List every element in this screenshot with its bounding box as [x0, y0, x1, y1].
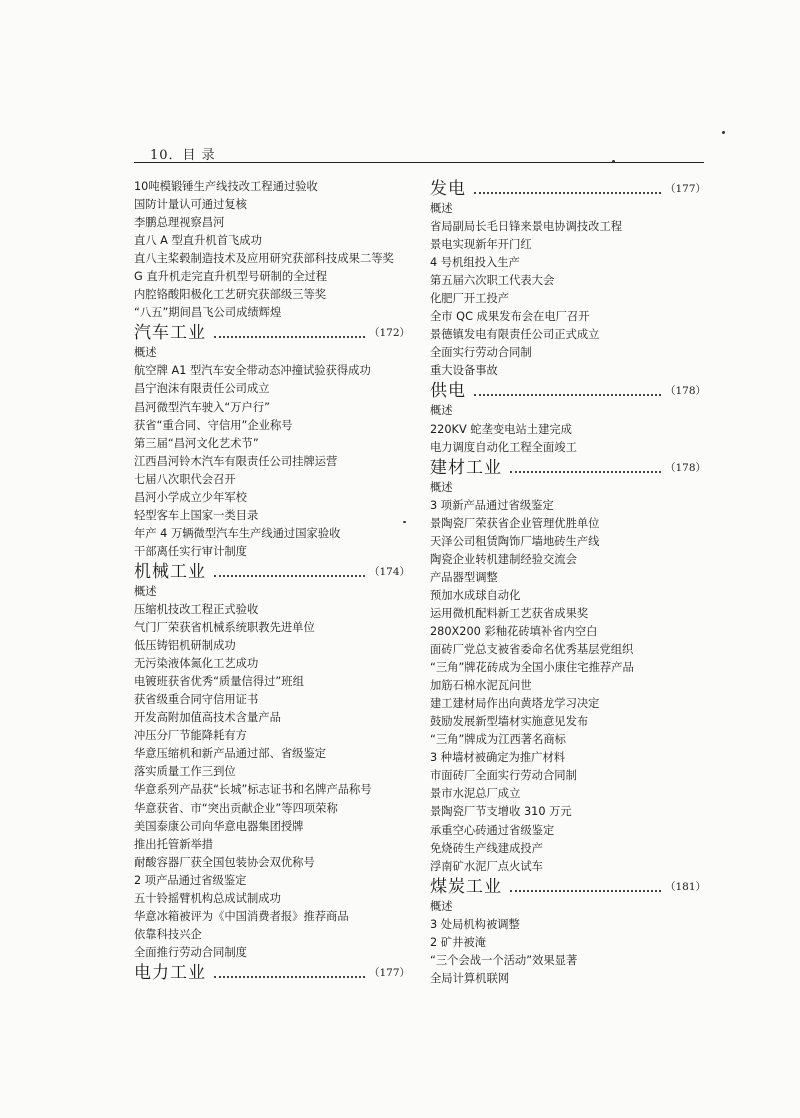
toc-entry: 陶瓷企业转机建制经验交流会 — [430, 552, 577, 566]
toc-entry: 概述 — [430, 899, 453, 913]
toc-entry: 概述 — [134, 346, 157, 360]
toc-entry: 江西昌河铃木汽车有限责任公司挂牌运营 — [134, 454, 338, 468]
toc-entry: 内腔铬酸阳极化工艺研究获部级三等奖 — [134, 288, 327, 302]
toc-entry: 低压铸铝机研制成功 — [134, 639, 236, 653]
toc-entry: 开发高附加值高技术含量产品 — [134, 711, 281, 725]
toc-entry: 华意压缩机和新产品通过部、省级鉴定 — [134, 747, 327, 761]
dot-leader — [474, 394, 661, 396]
toc-entry: 天泽公司租赁陶饰厂墙地砖生产线 — [430, 534, 600, 548]
section-title: 汽车工业 — [134, 323, 206, 344]
toc-entry: 景德镇发电有限责任公司正式成立 — [430, 328, 600, 342]
section-page-number: （181） — [664, 880, 706, 893]
toc-entry: 2 矿井被淹 — [430, 935, 486, 949]
toc-entry: 落实质量工作三到位 — [134, 765, 236, 779]
toc-section-heading — [430, 457, 706, 479]
toc-entry: 3 项新产品通过省级鉴定 — [430, 498, 554, 512]
section-page-number: （174） — [368, 565, 410, 578]
toc-entry: 全面推行劳动合同制度 — [134, 945, 247, 959]
section-page-number: （178） — [664, 461, 706, 474]
toc-entry: 运用微机配料新工艺获省成果奖 — [430, 606, 589, 620]
toc-entry: “三角”牌成为江西著名商标 — [430, 733, 566, 747]
page-number-label: 10．目 录 — [150, 148, 216, 163]
toc-entry: 10吨模锻锤生产线技改工程通过验收 — [134, 180, 318, 193]
toc-entry: 市面砖厂全面实行劳动合同制 — [430, 769, 577, 783]
toc-entry: 昌宁泡沫有限责任公司成立 — [134, 382, 270, 396]
dot-leader — [510, 471, 661, 473]
toc-entry: 七届八次职代会召开 — [134, 472, 236, 486]
scan-speck — [612, 160, 615, 163]
toc-right-column — [430, 178, 706, 988]
toc-entry: 轻型客车上国家一类目录 — [134, 508, 259, 522]
toc-entry: 耐酸容器厂获全国包装协会双优称号 — [134, 855, 315, 869]
toc-entry: 依靠科技兴企 — [134, 927, 202, 941]
section-title: 煤炭工业 — [430, 876, 502, 897]
toc-entry: 概述 — [430, 480, 453, 494]
toc-entry: 华意系列产品获“长城”标志证书和名牌产品称号 — [134, 783, 372, 797]
toc-entry: 景陶瓷厂荣获省企业管理优胜单位 — [430, 516, 600, 530]
toc-entry: 鼓励发展新型墙材实施意见发布 — [430, 715, 589, 729]
toc-entry: 280X200 彩釉花砖填补省内空白 — [430, 624, 598, 638]
toc-entry: 2 项产品通过省级鉴定 — [134, 873, 247, 887]
toc-entry: 冲压分厂节能降耗有方 — [134, 729, 247, 743]
toc-entry: 昌河小学成立少年军校 — [134, 490, 247, 504]
toc-entry: 获省“重合同、守信用”企业称号 — [134, 418, 293, 432]
toc-entry: 年产 4 万辆微型汽车生产线通过国家验收 — [134, 526, 341, 540]
toc-entry: 承重空心砖通过省级鉴定 — [430, 823, 555, 837]
section-title: 电力工业 — [134, 962, 206, 983]
toc-left-column — [134, 178, 410, 984]
toc-entry: 推出托管新举措 — [134, 837, 214, 851]
toc-entry: 直八 A 型直升机首飞成功 — [134, 234, 262, 248]
page-header — [134, 142, 704, 163]
toc-entry: 昌河微型汽车驶入“万户行” — [134, 400, 270, 414]
toc-section-heading — [430, 380, 706, 402]
toc-entry: 第三届“昌河文化艺术节” — [134, 436, 259, 450]
toc-section-heading — [134, 962, 410, 984]
toc-entry: 无污染液体氮化工艺成功 — [134, 657, 259, 671]
toc-entry: 全局计算机联网 — [430, 971, 510, 985]
toc-section-heading — [430, 178, 706, 200]
toc-entry: 概述 — [430, 202, 453, 215]
toc-entry: 面砖厂党总支被省委命名优秀基层党组织 — [430, 643, 634, 657]
section-page-number: （177） — [368, 966, 410, 979]
dot-leader — [214, 575, 365, 577]
toc-entry: 预加水成球自动化 — [430, 588, 521, 602]
toc-entry: 华意获省、市“突出贡献企业”等四项荣称 — [134, 801, 338, 815]
toc-entry: 电力调度自动化工程全面竣工 — [430, 440, 577, 454]
toc-entry: 化肥厂开工投产 — [430, 292, 510, 306]
toc-entry: 4 号机组投入生产 — [430, 256, 520, 270]
toc-entry: 获省级重合同守信用证书 — [134, 693, 259, 707]
dot-leader — [474, 192, 661, 194]
toc-section-heading — [430, 876, 706, 898]
section-page-number: （172） — [368, 327, 410, 340]
toc-entry: 220KV 蛇垄变电站土建完成 — [430, 422, 572, 436]
toc-entry: 李鹏总理视察昌河 — [134, 216, 225, 230]
toc-entry: 华意冰箱被评为《中国消费者报》推荐商品 — [134, 909, 349, 923]
toc-entry: 全市 QC 成果发布会在电厂召开 — [430, 310, 590, 324]
section-title: 建材工业 — [430, 457, 502, 478]
toc-entry: 景陶瓷厂节支增收 310 万元 — [430, 805, 572, 819]
toc-entry: 直八主桨毂制造技术及应用研究获部科技成果二等奖 — [134, 252, 394, 266]
scan-speck — [403, 521, 406, 523]
toc-entry: 产品器型调整 — [430, 570, 498, 584]
toc-entry: 景电实现新年开门红 — [430, 238, 532, 252]
toc-entry: 电镀班获省优秀“质量信得过”班组 — [134, 675, 304, 689]
toc-entry: 概述 — [430, 404, 453, 418]
toc-entry: 3 处局机构被调整 — [430, 917, 520, 931]
toc-entry: “三个会战一个活动”效果显著 — [430, 953, 578, 967]
toc-entry: 干部离任实行审计制度 — [134, 544, 247, 558]
toc-entry: 加筋石棉水泥瓦问世 — [430, 679, 532, 693]
toc-entry: G 直升机走完直升机型号研制的全过程 — [134, 270, 328, 284]
section-page-number: （177） — [664, 183, 706, 195]
dot-leader — [214, 976, 365, 978]
toc-entry: 3 种墙材被确定为推广材料 — [430, 751, 566, 765]
toc-entry: 五十铃摇臂机构总成试制成功 — [134, 891, 281, 905]
toc-entry: 美国泰康公司向华意电器集团授牌 — [134, 819, 304, 833]
toc-entry: “三角”牌花砖成为全国小康住宅推荐产品 — [430, 661, 634, 675]
dot-leader — [510, 890, 661, 892]
toc-section-heading — [134, 322, 410, 344]
toc-section-heading — [134, 561, 410, 583]
scan-speck — [722, 131, 725, 134]
toc-entry: 浮南矿水泥厂点火试车 — [430, 859, 543, 873]
toc-entry: 免烧砖生产线建成投产 — [430, 841, 543, 855]
toc-entry: 第五届六次职工代表大会 — [430, 274, 555, 288]
toc-entry: 概述 — [134, 584, 157, 598]
toc-entry: “八五”期间昌飞公司成绩辉煌 — [134, 306, 282, 320]
toc-entry: 省局副局长毛日锋来景电协调技改工程 — [430, 220, 623, 234]
section-title: 机械工业 — [134, 561, 206, 582]
toc-entry: 气门厂荣获省机械系统职教先进单位 — [134, 621, 315, 635]
toc-entry: 重大设备事故 — [430, 364, 498, 378]
toc-entry: 建工建材局作出向黄塔龙学习决定 — [430, 697, 600, 711]
toc-entry: 全面实行劳动合同制 — [430, 346, 532, 360]
toc-entry: 国防计量认可通过复核 — [134, 198, 247, 212]
section-page-number: （178） — [664, 385, 706, 398]
toc-entry: 景市水泥总厂成立 — [430, 787, 521, 801]
section-title: 供电 — [430, 381, 466, 402]
toc-entry: 航空牌 A1 型汽车安全带动态冲撞试验获得成功 — [134, 364, 371, 378]
section-title: 发电 — [430, 179, 466, 199]
toc-entry: 压缩机技改工程正式验收 — [134, 602, 259, 616]
dot-leader — [214, 336, 365, 338]
